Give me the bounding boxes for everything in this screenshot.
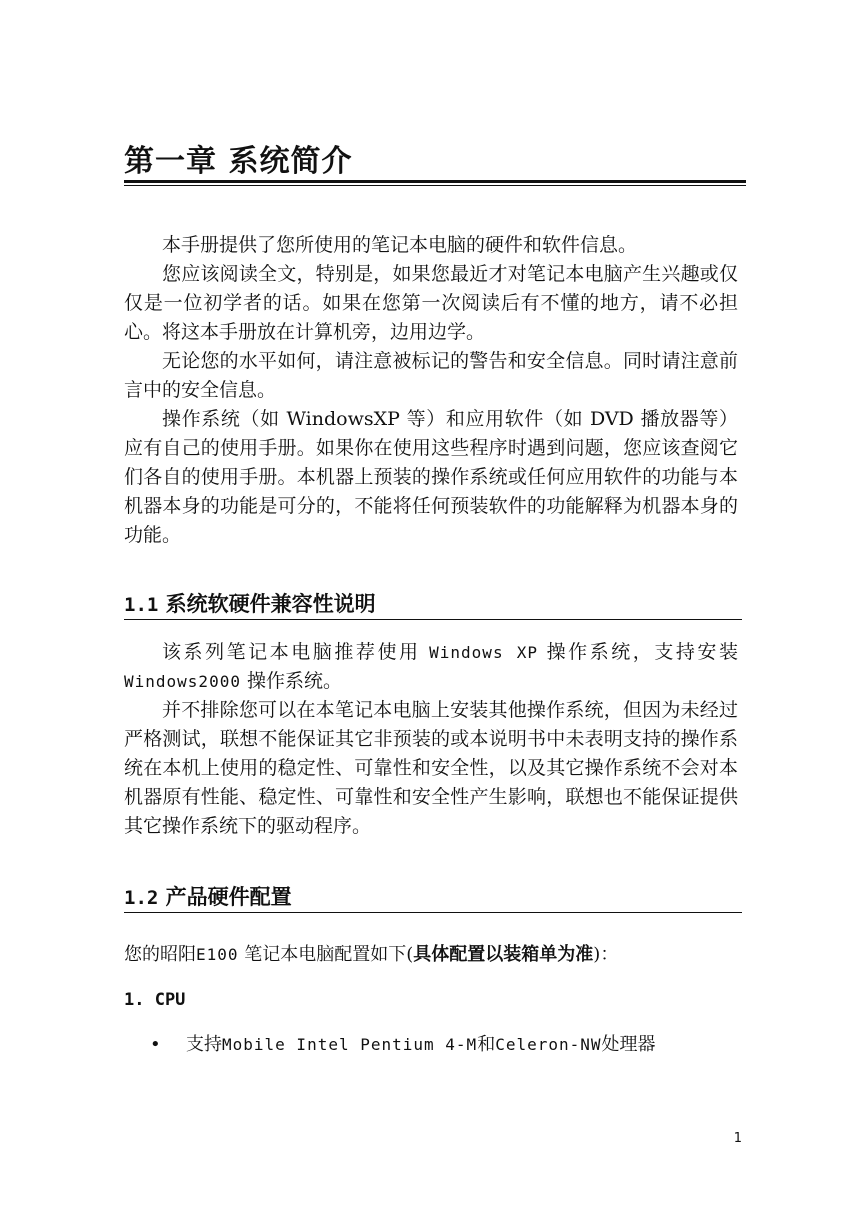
list-item [150, 1031, 656, 1059]
section-1-1-rule [124, 619, 742, 620]
hardware-config-intro [124, 940, 618, 970]
intro-paragraph-3: 无论您的水平如何，请注意被标记的警告和安全信息。同时请注意前言中的安全信息。 [124, 350, 738, 401]
os-name: Windows XP [429, 643, 539, 662]
chapter-title-rule [124, 180, 746, 186]
intro-paragraph-4: 操作系统（如 WindowsXP 等）和应用软件（如 DVD 播放器等）应有自己的使用手册。如果你在使用这些程序时遇到问题，您应该查阅它们各自的使用手册。本机器上预装的操作系统或任何应用软件的功能与本机器本身的功能是可分的，不能将任何预装软件的功能解释为机器本身的功能。 [124, 408, 738, 546]
section-1-1-paragraph-2: 并不排除您可以在本笔记本电脑上安装其他操作系统，但因为未经过严格测试，联想不能保证其它非预装的或本说明书中未表明支持的操作系统在本机上使用的稳定性、可靠性和安全性，以及其它操作系统不会对本机器原有性能、稳定性、可靠性和安全性产生影响，联想也不能保证提供其它操作系统下的驱动程序。 [124, 699, 738, 837]
intro-paragraph-1: 本手册提供了您所使用的笔记本电脑的硬件和软件信息。 [162, 234, 638, 256]
section-title: 产品硬件配置 [165, 885, 292, 909]
text-run: 操作系统，支持安装 [546, 641, 738, 663]
section-title: 系统软硬件兼容性说明 [165, 592, 376, 616]
model-name: E100 [196, 945, 239, 964]
text-run: 处理器 [601, 1034, 656, 1055]
text-run: 该系列笔记本电脑推荐使用 [162, 641, 421, 663]
page-number: 1 [733, 1131, 742, 1146]
list-heading-cpu: 1. CPU [124, 990, 186, 1010]
section-number: 1.1 [124, 594, 159, 616]
cpu-name: Mobile Intel Pentium 4-M [222, 1035, 478, 1054]
text-run: )： [593, 944, 619, 965]
section-1-1-heading [124, 589, 376, 620]
text-run: 支持 [186, 1034, 222, 1055]
cpu-name: Celeron-NW [495, 1035, 602, 1054]
text-run: 和 [477, 1034, 496, 1055]
section-1-1-paragraph-1 [124, 638, 738, 696]
emphasis-text: 具体配置以装箱单为准 [413, 944, 594, 965]
section-number: 1.2 [124, 887, 159, 909]
intro-paragraph-2: 您应该阅读全文，特别是，如果您最近才对笔记本电脑产生兴趣或仅仅是一位初学者的话。如果在您第一次阅读后有不懂的地方，请不必担心。将这本手册放在计算机旁，边用边学。 [124, 263, 738, 343]
text-run: 笔记本电脑配置如下( [244, 944, 414, 965]
section-1-2-rule [124, 912, 742, 913]
chapter-title: 第一章 系统简介 [124, 144, 353, 179]
os-name: Windows2000 [124, 672, 241, 691]
section-1-2-heading [124, 882, 292, 913]
text-run: 您的昭阳 [124, 944, 196, 965]
text-run: 操作系统。 [247, 670, 343, 692]
bullet-icon: • [150, 1034, 161, 1055]
